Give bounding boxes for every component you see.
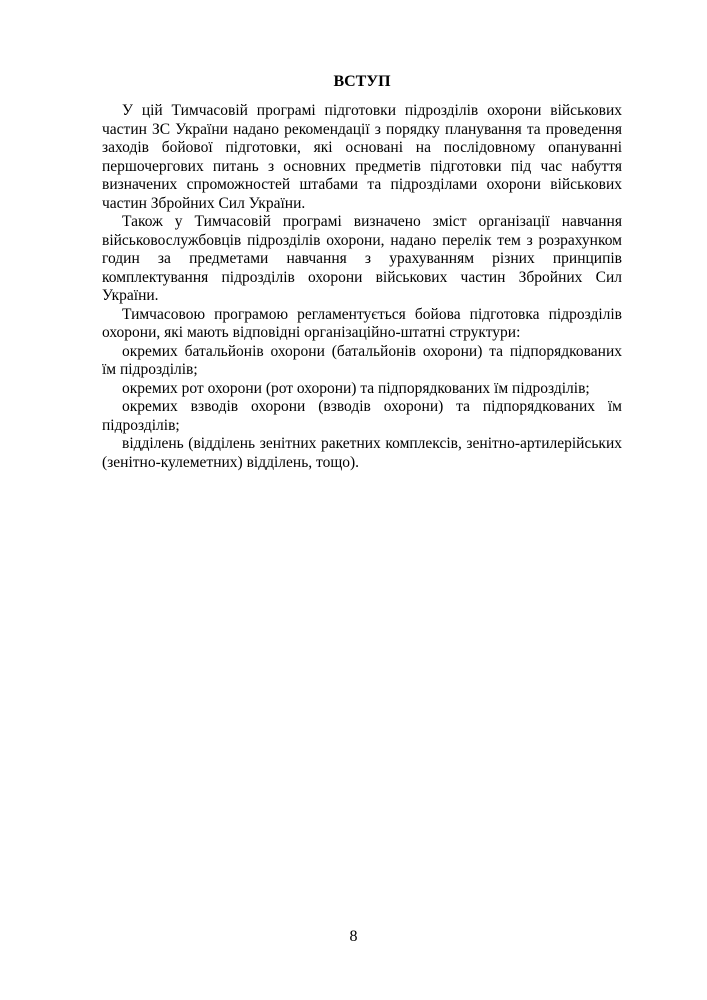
list-item-platoons: окремих взводів охорони (взводів охорони) та підпорядкованих їм підрозділів;	[102, 398, 622, 434]
list-item-battalions: окремих батальйонів охорони (батальйонів охорони) та підпорядкованих їм підрозділів;	[102, 342, 622, 378]
page-number: 8	[349, 928, 358, 945]
document-body	[102, 72, 622, 472]
section-heading: ВСТУП	[333, 73, 391, 90]
paragraph-content: Також у Тимчасовій програмі визначено зміст організації навчання військовослужбовців підрозділів охорони, надано перелік тем з розрахунком годин за предметами навчання з урахуванням різних принципів комплектування підрозділів охорони військових частин Збройних Сил України.	[102, 213, 622, 304]
list-item-squads: відділень (відділень зенітних ракетних комплексів, зенітно-артилерійських (зенітно-кулеметних) відділень, тощо).	[102, 435, 622, 471]
list-item-companies: окремих рот охорони (рот охорони) та підпорядкованих їм підрозділів;	[122, 379, 590, 397]
paragraph-regulation: Тимчасовою програмою регламентується бойова підготовка підрозділів охорони, які мають відповідні організаційно-штатні структури:	[102, 305, 622, 341]
paragraph-intro: У цій Тимчасовій програмі підготовки підрозділів охорони військових частин ЗС України надано рекомендації з порядку планування та проведення заходів бойової підготовки, які основані на послідовному опануванні першочергових питань з основних предметів підготовки під час набуття визначених спроможностей штабами та підрозділами охорони військових частин Збройних Сил України.	[102, 102, 622, 212]
